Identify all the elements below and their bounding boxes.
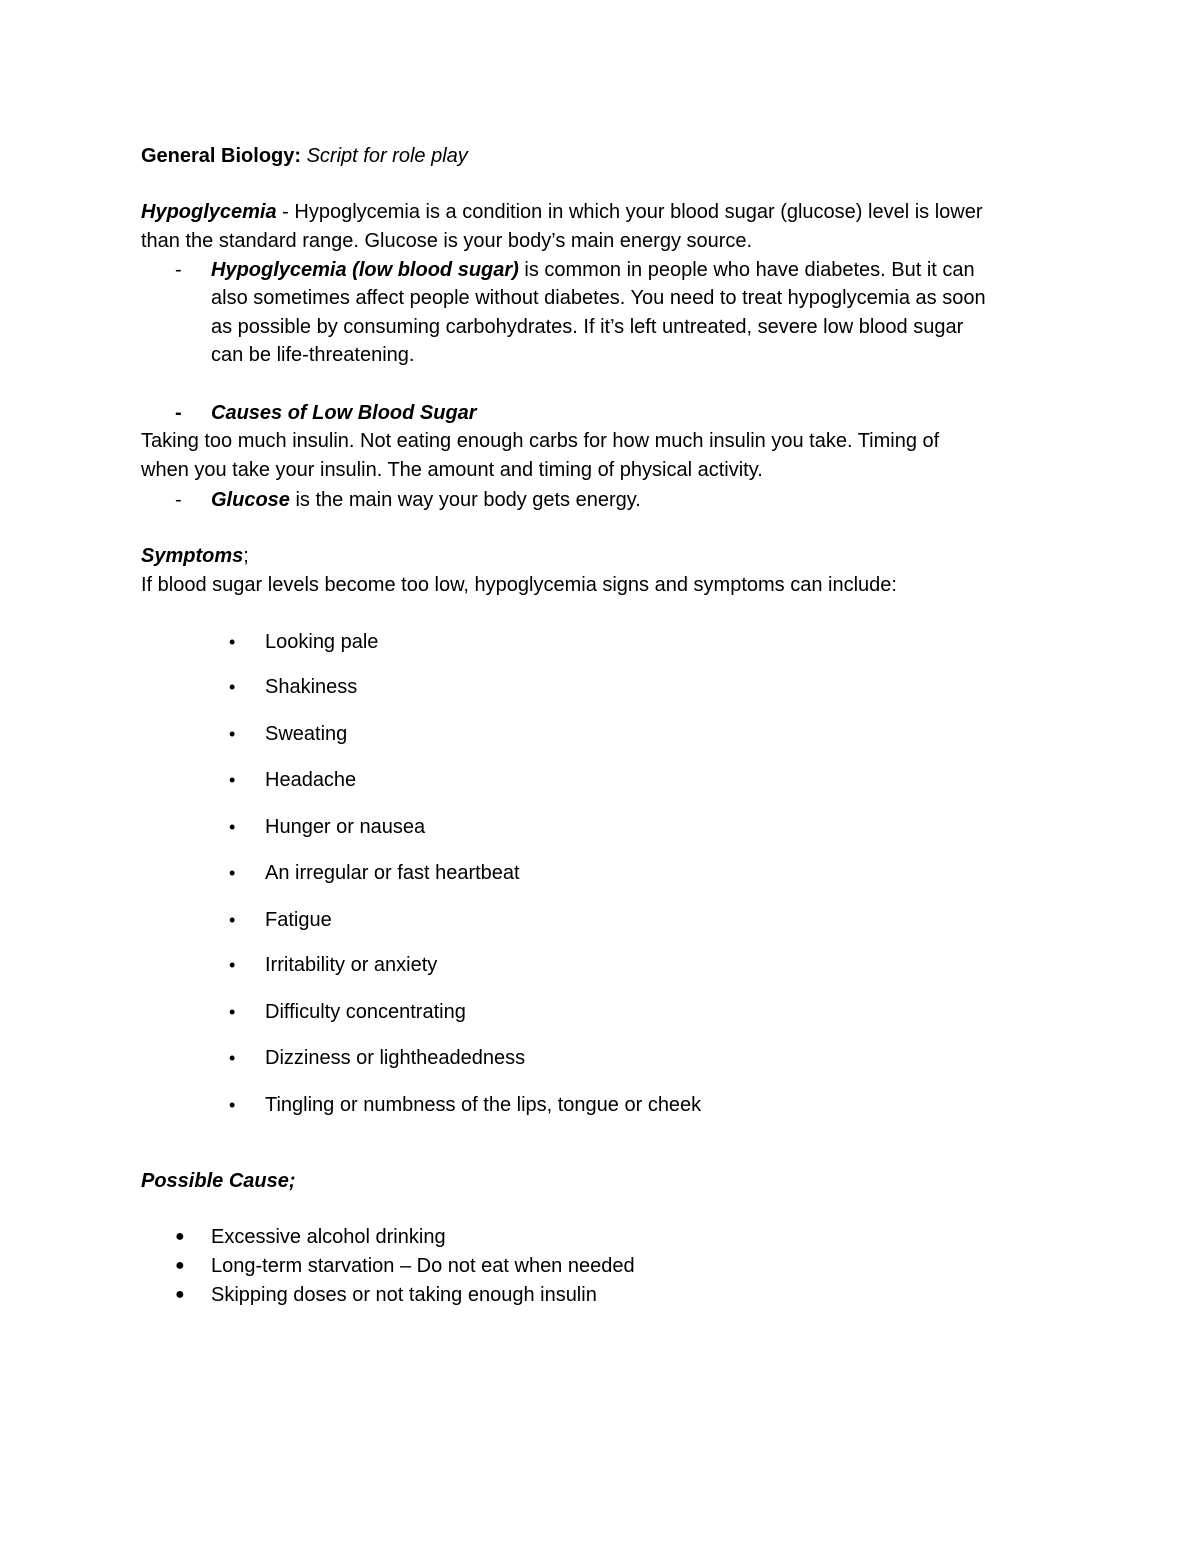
list-item: Headache	[265, 769, 357, 791]
list-item: Hunger or nausea	[265, 816, 426, 838]
symptoms-heading	[141, 542, 249, 570]
intro-line-2: than the standard range. Glucose is your body’s main energy source.	[141, 230, 753, 252]
possible-cause-heading: Possible Cause;	[141, 1170, 296, 1192]
dash-point-line-1	[211, 256, 975, 284]
intro-line-1-text: - Hypoglycemia is a condition in which your blood sugar (glucose) level is lower	[276, 201, 983, 223]
bullet-marker: ●	[175, 1257, 185, 1274]
glucose-term: Glucose	[211, 489, 290, 511]
list-item: Skipping doses or not taking enough insulin	[211, 1284, 597, 1306]
intro-line-1	[141, 198, 983, 226]
dash-point-line-1-text: is common in people who have diabetes. But it can	[518, 259, 975, 281]
causes-line-2: when you take your insulin. The amount and timing of physical activity.	[141, 459, 763, 481]
causes-line-1: Taking too much insulin. Not eating enough carbs for how much insulin you take. Timing of	[141, 430, 940, 452]
bullet-marker: •	[229, 724, 236, 744]
causes-dash-marker: -	[175, 402, 182, 424]
glucose-line-text: is the main way your body gets energy.	[289, 489, 641, 511]
course-label: General Biology:	[141, 145, 302, 167]
dash-point-line-4: can be life-threatening.	[211, 344, 415, 366]
subtitle: Script for role play	[306, 145, 468, 167]
dash-point-term: Hypoglycemia (low blood sugar)	[211, 259, 519, 281]
list-item: Tingling or numbness of the lips, tongue or cheek	[265, 1094, 702, 1116]
bullet-marker: ●	[175, 1228, 185, 1245]
glucose-line	[211, 486, 641, 514]
symptoms-intro: If blood sugar levels become too low, hypoglycemia signs and symptoms can include:	[141, 574, 897, 596]
bullet-marker: •	[229, 910, 236, 930]
bullet-marker: •	[229, 1002, 236, 1022]
bullet-marker: ●	[175, 1286, 185, 1303]
dash-point-line-3: as possible by consuming carbohydrates. If it’s left untreated, severe low blood sugar	[211, 316, 964, 338]
list-item: Shakiness	[265, 676, 358, 698]
list-item: Excessive alcohol drinking	[211, 1226, 446, 1248]
list-item: Long-term starvation – Do not eat when needed	[211, 1255, 635, 1277]
bullet-marker: •	[229, 632, 236, 652]
bullet-marker: •	[229, 1048, 236, 1068]
bullet-marker: •	[229, 817, 236, 837]
intro-term: Hypoglycemia	[141, 201, 277, 223]
symptoms-heading-punct: ;	[243, 545, 249, 567]
list-item: Difficulty concentrating	[265, 1001, 466, 1023]
list-item: Looking pale	[265, 631, 379, 653]
dash-marker: -	[175, 259, 182, 281]
list-item: An irregular or fast heartbeat	[265, 862, 520, 884]
bullet-marker: •	[229, 1095, 236, 1115]
bullet-marker: •	[229, 677, 236, 697]
list-item: Dizziness or lightheadedness	[265, 1047, 526, 1069]
list-item: Irritability or anxiety	[265, 954, 438, 976]
bullet-marker: •	[229, 770, 236, 790]
list-item: Fatigue	[265, 909, 332, 931]
bullet-marker: •	[229, 863, 236, 883]
document-title	[141, 142, 468, 170]
bullet-marker: •	[229, 955, 236, 975]
symptoms-heading-text: Symptoms	[141, 545, 244, 567]
glucose-dash-marker: -	[175, 489, 182, 511]
causes-heading: Causes of Low Blood Sugar	[211, 402, 477, 424]
dash-point-line-2: also sometimes affect people without diabetes. You need to treat hypoglycemia as soon	[211, 287, 986, 309]
list-item: Sweating	[265, 723, 348, 745]
